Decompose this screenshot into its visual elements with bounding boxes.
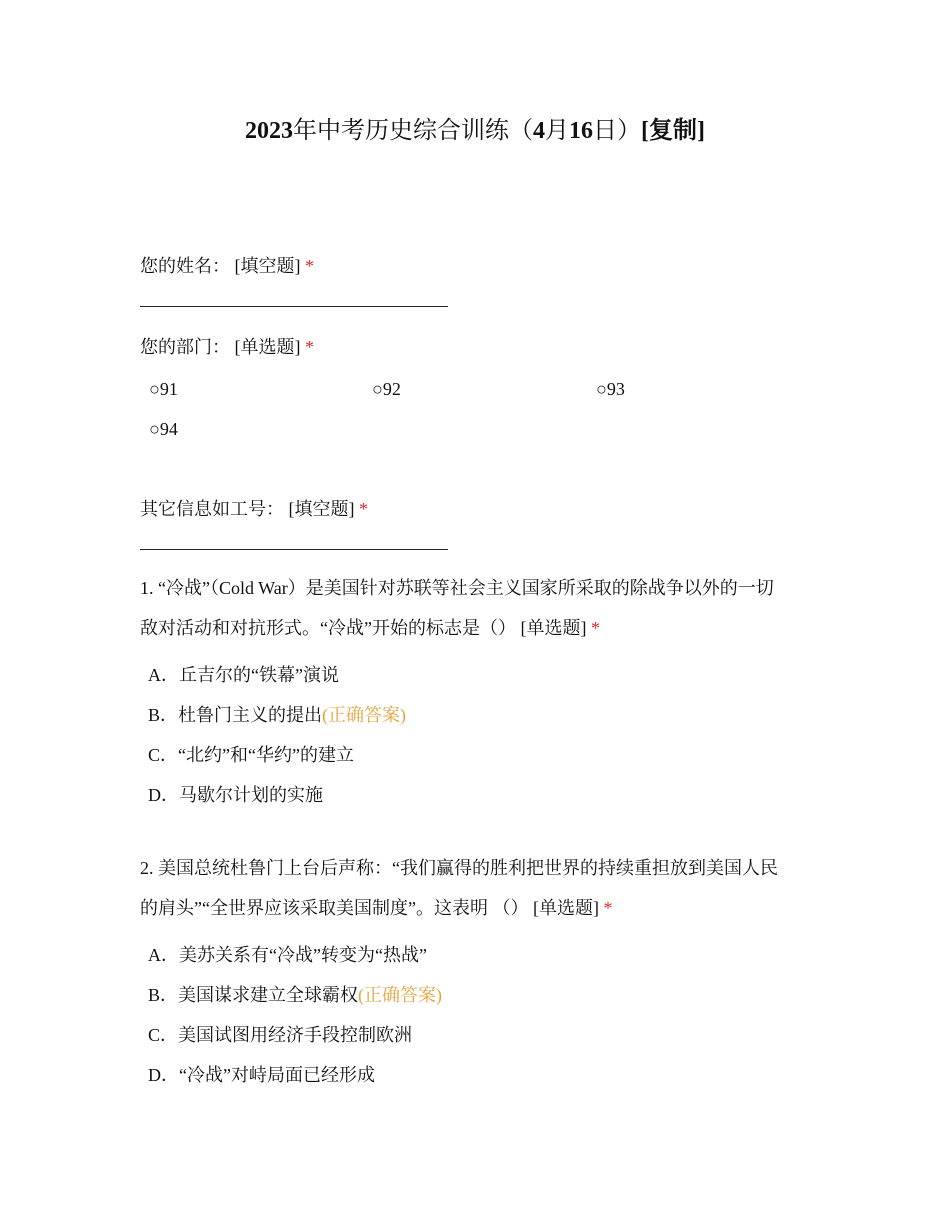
question-1 xyxy=(140,568,810,648)
q2-option-b[interactable] xyxy=(148,981,442,1007)
other-label-text: 其它信息如工号： xyxy=(140,499,284,519)
option-text: B．杜鲁门主义的提出 xyxy=(148,705,323,725)
question-2-type: [单选题] xyxy=(532,898,599,918)
option-text: C．美国试图用经济手段控制欧洲 xyxy=(148,1025,413,1045)
question-2-line-1: 2. 美国总统杜鲁门上台后声称：“我们赢得的胜利把世界的持续重担放到美国人民 xyxy=(140,858,778,878)
title-text-2: 月 xyxy=(545,118,569,144)
copy-tag: [复制] xyxy=(641,118,705,144)
title-day: 16 xyxy=(569,118,593,144)
dept-option-92[interactable]: ○92 xyxy=(372,379,401,399)
q1-option-d[interactable] xyxy=(148,781,323,807)
option-text: B．美国谋求建立全球霸权 xyxy=(148,985,359,1005)
required-marker: * xyxy=(590,618,600,638)
required-marker: * xyxy=(305,337,314,357)
option-text: C．“北约”和“华约”的建立 xyxy=(148,745,354,765)
name-input-line[interactable] xyxy=(140,306,448,307)
title-year: 2023 xyxy=(245,118,293,144)
dept-option-93[interactable]: ○93 xyxy=(596,379,625,399)
q1-option-b[interactable] xyxy=(148,701,406,727)
question-2-text: 的肩头”“全世界应该采取美国制度”。这表明 （） xyxy=(140,898,529,918)
required-marker: * xyxy=(305,256,314,276)
correct-answer-mark: (正确答案) xyxy=(322,705,407,725)
question-2 xyxy=(140,848,810,928)
option-text: D．“冷战”对峙局面已经形成 xyxy=(148,1065,375,1085)
name-type: [填空题] xyxy=(234,256,301,276)
dept-option-94[interactable]: ○94 xyxy=(149,419,178,439)
question-1-line-2 xyxy=(140,608,810,648)
q2-option-a[interactable] xyxy=(148,941,427,967)
name-label-text: 您的姓名： xyxy=(140,256,230,276)
page-title xyxy=(0,110,950,145)
option-text: A．丘吉尔的“铁幕”演说 xyxy=(148,665,339,685)
required-marker: * xyxy=(603,898,613,918)
q2-option-c[interactable] xyxy=(148,1021,412,1047)
name-field-label xyxy=(140,252,314,278)
required-marker: * xyxy=(359,499,368,519)
question-1-text: 敌对活动和对抗形式。“冷战”开始的标志是（） xyxy=(140,618,516,638)
title-month: 4 xyxy=(533,118,545,144)
dept-label-text: 您的部门： xyxy=(140,337,230,357)
option-text: D．马歇尔计划的实施 xyxy=(148,785,323,805)
dept-type: [单选题] xyxy=(234,337,301,357)
dept-field-label xyxy=(140,333,314,359)
question-1-type: [单选题] xyxy=(520,618,587,638)
q1-option-a[interactable] xyxy=(148,661,339,687)
question-1-line-1: 1. “冷战”（Cold War）是美国针对苏联等社会主义国家所采取的除战争以外的一切 xyxy=(140,578,774,598)
title-text-3: 日） xyxy=(593,118,641,144)
correct-answer-mark: (正确答案) xyxy=(358,985,443,1005)
q2-option-d[interactable] xyxy=(148,1061,375,1087)
q1-option-c[interactable] xyxy=(148,741,354,767)
title-text-1: 年中考历史综合训练（ xyxy=(293,118,533,144)
other-field-label xyxy=(140,495,368,521)
question-2-line-2 xyxy=(140,888,810,928)
option-text: A．美苏关系有“冷战”转变为“热战” xyxy=(148,945,427,965)
other-type: [填空题] xyxy=(288,499,355,519)
other-input-line[interactable] xyxy=(140,549,448,550)
dept-option-91[interactable]: ○91 xyxy=(149,379,178,399)
